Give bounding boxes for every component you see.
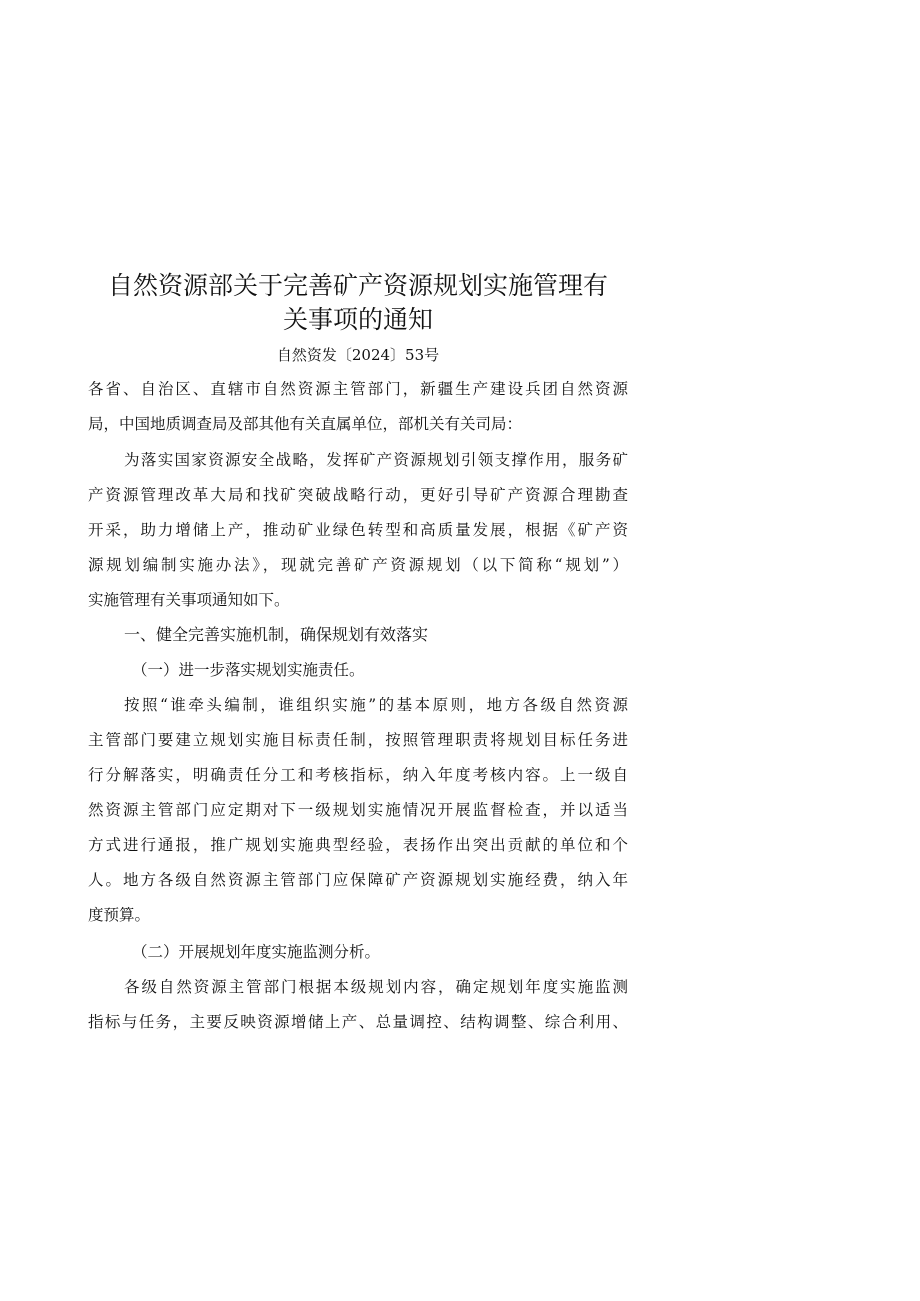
subsection-1-heading: （一）进一步落实规划实施责任。: [132, 661, 365, 679]
document-title-line-2: 关事项的通知: [282, 305, 433, 334]
subsection-1-paragraph-line: 按照“谁牵头编制，谁组织实施”的基本原则，地方各级自然资源: [124, 696, 628, 714]
subsection-2-heading: （二）开展规划年度实施监测分析。: [132, 943, 381, 961]
document-number: 自然资发〔2024〕53号: [276, 346, 440, 364]
subsection-1-paragraph-line: 人。地方各级自然资源主管部门应保障矿产资源规划实施经费，纳入年: [88, 871, 628, 889]
intro-paragraph-line: 源规划编制实施办法》，现就完善矿产资源规划（以下简称“规划”）: [88, 556, 628, 574]
section-1-heading: 一、健全完善实施机制，确保规划有效落实: [124, 625, 429, 644]
intro-paragraph-line: 实施管理有关事项通知如下。: [88, 591, 290, 609]
addressee-line-1: 各省、自治区、直辖市自然资源主管部门，新疆生产建设兵团自然资源: [88, 380, 628, 398]
intro-paragraph-line: 产资源管理改革大局和找矿突破战略行动，更好引导矿产资源合理勘查: [88, 486, 628, 504]
subsection-1-paragraph-line: 行分解落实，明确责任分工和考核指标，纳入年度考核内容。上一级自: [88, 766, 628, 784]
intro-paragraph-line: 为落实国家资源安全战略，发挥矿产资源规划引领支撑作用，服务矿: [124, 451, 628, 469]
subsection-1-paragraph-line: 度预算。: [88, 906, 151, 924]
document-title-line-1: 自然资源部关于完善矿产资源规划实施管理有: [107, 271, 608, 300]
subsection-1-paragraph-line: 主管部门要建立规划实施目标责任制，按照管理职责将规划目标任务进: [88, 731, 628, 749]
subsection-1-paragraph-line: 方式进行通报，推广规划实施典型经验，表扬作出突出贡献的单位和个: [88, 836, 628, 854]
addressee-line-2: 局，中国地质调查局及部其他有关直属单位，部机关有关司局：: [88, 415, 523, 433]
subsection-2-paragraph-line: 指标与任务，主要反映资源增储上产、总量调控、结构调整、综合利用、: [88, 1013, 628, 1031]
subsection-1-paragraph-line: 然资源主管部门应定期对下一级规划实施情况开展监督检查，并以适当: [88, 801, 628, 819]
subsection-2-paragraph-line: 各级自然资源主管部门根据本级规划内容，确定规划年度实施监测: [124, 978, 628, 996]
intro-paragraph-line: 开采，助力增储上产，推动矿业绿色转型和高质量发展，根据《矿产资: [88, 521, 628, 539]
